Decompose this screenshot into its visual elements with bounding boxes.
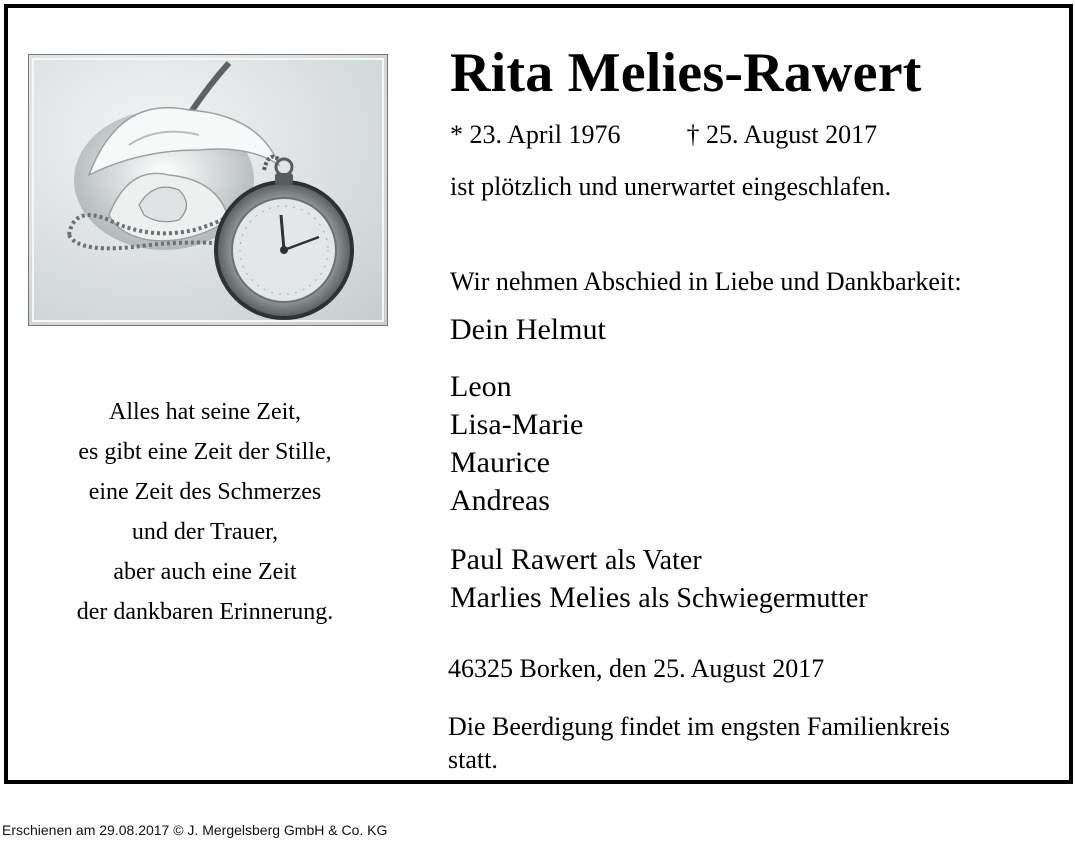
poem [30, 392, 380, 632]
funeral-note-line2: statt. [448, 745, 498, 774]
life-dates [450, 118, 877, 152]
relative-name: Paul Rawert [450, 543, 598, 576]
publication-footer: Erschienen am 29.08.2017 © J. Mergelsberg GmbH & Co. KG [2, 822, 388, 838]
partner-name: Dein Helmut [450, 313, 606, 346]
place-and-date: 46325 Borken, den 25. August 2017 [448, 654, 825, 683]
poem-line: und der Trauer, [131, 519, 279, 545]
children-list [450, 368, 583, 520]
deceased-name: Rita Melies-Rawert [450, 42, 922, 104]
relative-father [450, 541, 702, 580]
rose-and-pocket-watch-photo [28, 54, 388, 326]
poem-line: der dankbaren Erinnerung. [76, 599, 334, 625]
child-name: Lisa-Marie [450, 408, 584, 441]
poem-line: Alles hat seine Zeit, [109, 399, 301, 425]
relative-mother-in-law [450, 579, 868, 618]
child-name: Maurice [450, 446, 550, 479]
intro-text: ist plötzlich und unerwartet eingeschlafen. [450, 172, 892, 201]
child-name: Andreas [450, 484, 550, 517]
poem-line: es gibt eine Zeit der Stille, [78, 439, 332, 465]
relative-role: als Vater [604, 545, 702, 576]
poem-line: aber auch eine Zeit [113, 559, 297, 585]
relative-name: Marlies Melies [450, 581, 631, 614]
relative-role: als Schwiegermutter [638, 583, 868, 614]
funeral-note-line1: Die Beerdigung findet im engsten Familienkreis [448, 712, 950, 741]
death-date: † 25. August 2017 [686, 120, 878, 149]
child-name: Leon [450, 370, 512, 403]
birth-date: * 23. April 1976 [450, 120, 621, 149]
poem-line: eine Zeit des Schmerzes [88, 479, 322, 505]
farewell-text: Wir nehmen Abschied in Liebe und Dankbarkeit: [450, 267, 962, 296]
